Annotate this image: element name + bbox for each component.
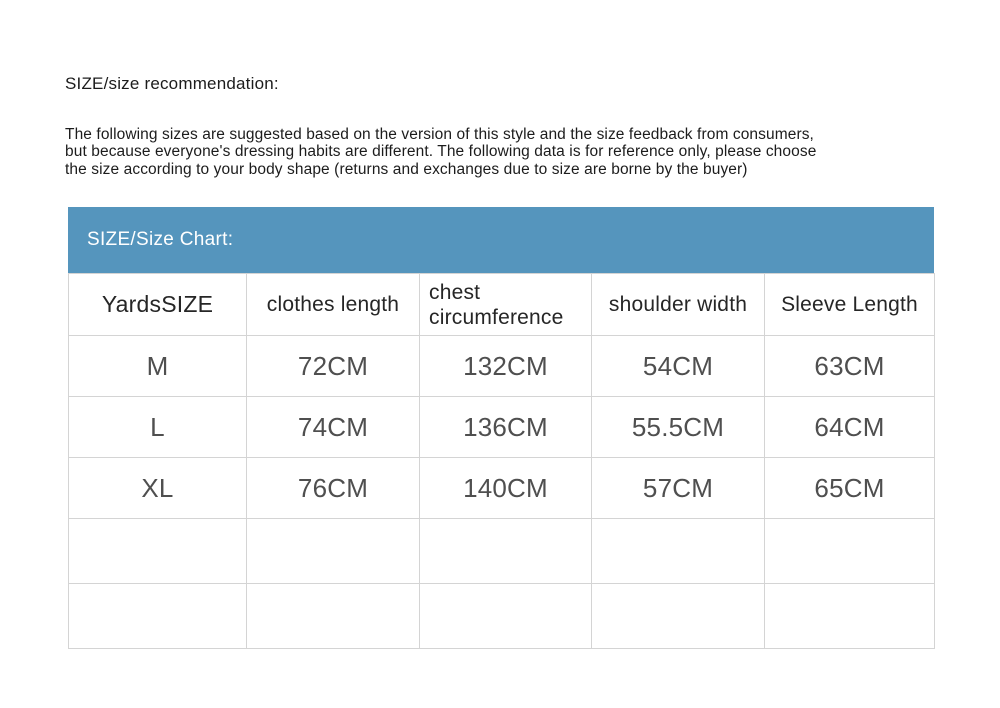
column-header-chest-circumference: chest circumference (420, 274, 592, 336)
size-row-l (69, 397, 935, 458)
cell-clothes-length: 72CM (247, 336, 420, 397)
table-header-row (69, 274, 935, 336)
cell-sleeve-length (765, 519, 935, 584)
cell-chest-circumference: 136CM (420, 397, 592, 458)
size-table (68, 273, 935, 649)
cell-sleeve-length (765, 584, 935, 649)
cell-clothes-length: 76CM (247, 458, 420, 519)
cell-shoulder-width (592, 584, 765, 649)
size-chart (68, 207, 934, 649)
cell-size: L (69, 397, 247, 458)
size-row-m (69, 336, 935, 397)
cell-sleeve-length: 64CM (765, 397, 935, 458)
intro-paragraph-line: but because everyone's dressing habits are different. The following data is for reference only, please choose (65, 143, 817, 161)
empty-row (69, 584, 935, 649)
size-chart-title: SIZE/Size Chart: (87, 229, 234, 251)
cell-clothes-length (247, 519, 420, 584)
intro-paragraph-line: The following sizes are suggested based on the version of this style and the size feedback from consumers, (65, 126, 814, 143)
section-heading: SIZE/size recommendation: (65, 74, 279, 93)
cell-size (69, 584, 247, 649)
cell-chest-circumference: 140CM (420, 458, 592, 519)
cell-shoulder-width (592, 519, 765, 584)
cell-chest-circumference (420, 584, 592, 649)
cell-size: XL (69, 458, 247, 519)
intro-paragraph-line: the size according to your body shape (returns and exchanges due to size are borne by the buyer) (65, 160, 748, 178)
cell-shoulder-width: 54CM (592, 336, 765, 397)
column-header-clothes-length: clothes length (247, 274, 420, 336)
cell-sleeve-length: 63CM (765, 336, 935, 397)
cell-shoulder-width: 57CM (592, 458, 765, 519)
column-header-shoulder-width: shoulder width (592, 274, 765, 336)
size-row-xl (69, 458, 935, 519)
column-header-sleeve-length: Sleeve Length (765, 274, 935, 336)
cell-chest-circumference: 132CM (420, 336, 592, 397)
cell-clothes-length (247, 584, 420, 649)
cell-clothes-length: 74CM (247, 397, 420, 458)
intro-paragraph (65, 126, 935, 178)
cell-chest-circumference (420, 519, 592, 584)
empty-row (69, 519, 935, 584)
column-header-yards-size: YardsSIZE (69, 274, 247, 336)
cell-shoulder-width: 55.5CM (592, 397, 765, 458)
cell-size (69, 519, 247, 584)
size-guide-page (0, 74, 1000, 708)
cell-size: M (69, 336, 247, 397)
cell-sleeve-length: 65CM (765, 458, 935, 519)
size-chart-banner (68, 207, 934, 273)
